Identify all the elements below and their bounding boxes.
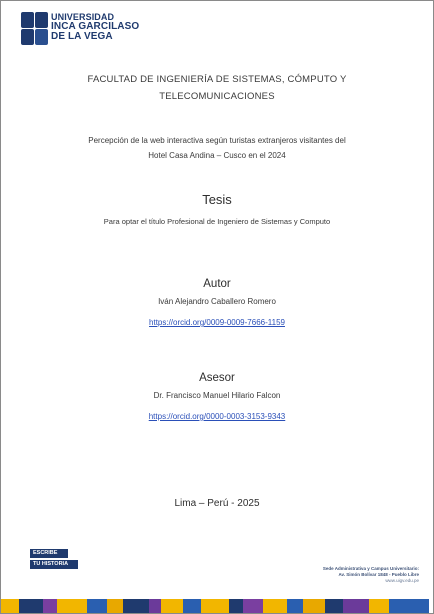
strip-segment bbox=[201, 599, 229, 613]
asesor-heading: Asesor bbox=[199, 372, 235, 384]
strip-segment bbox=[303, 599, 325, 613]
strip-segment bbox=[1, 599, 19, 613]
autor-heading: Autor bbox=[203, 278, 231, 290]
strip-segment bbox=[19, 599, 43, 613]
strip-segment bbox=[389, 599, 429, 613]
logo-line-3: DE LA VEGA bbox=[51, 31, 113, 42]
footer-address bbox=[323, 566, 419, 584]
strip-segment bbox=[161, 599, 183, 613]
strip-segment bbox=[107, 599, 123, 613]
strip-segment bbox=[229, 599, 243, 613]
strip-segment bbox=[287, 599, 303, 613]
strip-segment bbox=[263, 599, 287, 613]
decorative-color-strip bbox=[1, 599, 433, 613]
strip-segment bbox=[325, 599, 343, 613]
asesor-name: Dr. Francisco Manuel Hilario Falcon bbox=[153, 391, 281, 400]
escribe-tu-historia-badge bbox=[30, 549, 78, 571]
faculty-line-2: TELECOMUNICACIONES bbox=[159, 91, 275, 102]
tesis-heading: Tesis bbox=[202, 192, 232, 207]
address-line-1: Sede Administrativa y Campus Universitario: bbox=[322, 566, 419, 571]
thesis-title-line-2: Hotel Casa Andina – Cusco en el 2024 bbox=[148, 151, 286, 160]
faculty-name bbox=[1, 71, 433, 105]
strip-segment bbox=[123, 599, 149, 613]
university-logo-text bbox=[51, 12, 139, 42]
autor-orcid-link[interactable]: https://orcid.org/0009-0009-7666-1159 bbox=[149, 318, 285, 327]
strip-segment bbox=[369, 599, 389, 613]
thesis-title-line-1: Percepción de la web interactiva según turistas extranjeros visitantes del bbox=[88, 136, 346, 145]
tesis-subtitle: Para optar el título Profesional de Ingeniero de Sistemas y Computo bbox=[103, 217, 331, 226]
strip-segment bbox=[43, 599, 57, 613]
strip-segment bbox=[343, 599, 369, 613]
badge-line-2: TU HISTORIA bbox=[30, 560, 78, 569]
strip-segment bbox=[57, 599, 87, 613]
address-line-2: Av. Simón Bolívar 1848 - Pueblo Libre bbox=[338, 572, 419, 577]
logo-line-2: INCA GARCILASO bbox=[51, 21, 140, 32]
faculty-line-1: FACULTAD DE INGENIERÍA DE SISTEMAS, CÓMPUTO Y bbox=[87, 74, 347, 85]
university-logo bbox=[21, 12, 139, 44]
address-line-3: www.uigv.edu.pe bbox=[385, 578, 419, 583]
badge-line-1: ESCRIBE bbox=[30, 549, 68, 558]
strip-segment bbox=[243, 599, 263, 613]
thesis-title bbox=[1, 133, 433, 163]
logo-line-1: UNIVERSIDAD bbox=[51, 12, 115, 22]
asesor-orcid-link[interactable]: https://orcid.org/0000-0003-3153-9343 bbox=[148, 412, 286, 421]
strip-segment bbox=[87, 599, 107, 613]
strip-segment bbox=[183, 599, 201, 613]
autor-name: Iván Alejandro Caballero Romero bbox=[158, 297, 276, 306]
place-date: Lima – Perú - 2025 bbox=[174, 498, 260, 509]
strip-segment bbox=[149, 599, 161, 613]
university-emblem-icon bbox=[21, 12, 47, 44]
